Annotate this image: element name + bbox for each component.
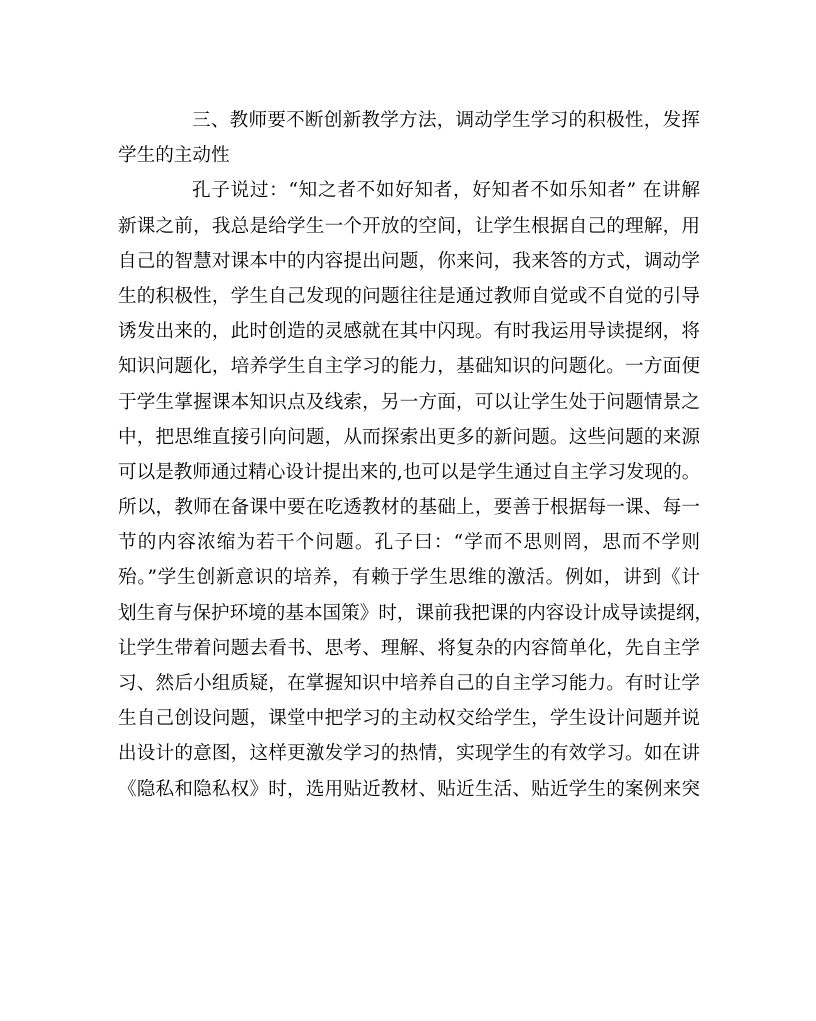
paragraph-line: 生的积极性，学生自己发现的问题往往是通过教师自觉或不自觉的引导: [118, 285, 700, 307]
section-heading-line-1: 三、教师要不断创新教学方法，调动学生学习的积极性，发挥: [192, 110, 700, 131]
paragraph-line: 自己的智慧对课本中的内容提出问题，你来问，我来答的方式，调动学: [118, 250, 700, 272]
paragraph-line: 殆。”学生创新意识的培养，有赖于学生思维的激活。例如，讲到《计: [118, 567, 700, 589]
paragraph-line: 诱发出来的，此时创造的灵感就在其中闪现。有时我运用导读提纲，将: [118, 321, 700, 343]
paragraph-line: 习、然后小组质疑，在掌握知识中培养自己的自主学习能力。有时让学: [118, 673, 700, 694]
paragraph-line: 知识问题化，培养学生自主学习的能力，基础知识的问题化。一方面便: [118, 356, 700, 378]
paragraph-line: 新课之前，我总是给学生一个开放的空间，让学生根据自己的理解，用: [118, 215, 700, 237]
paragraph-line: 于学生掌握课本知识点及线索，另一方面，可以让学生处于问题情景之: [118, 391, 700, 413]
paragraph-line: 生自己创设问题，课堂中把学习的主动权交给学生，学生设计问题并说: [118, 708, 700, 730]
paragraph-line: 《隐私和隐私权》时，选用贴近教材、贴近生活、贴近学生的案例来突: [118, 778, 700, 800]
paragraph-line: 中，把思维直接引向问题，从而探索出更多的新问题。这些问题的来源: [118, 426, 700, 448]
paragraph-line: 让学生带着问题去看书、思考、理解、将复杂的内容简单化，先自主学: [118, 637, 700, 659]
paragraph-line: 节的内容浓缩为若干个问题。孔子曰：“学而不思则罔，思而不学则: [118, 532, 700, 554]
section-heading-line-2: 学生的主动性: [118, 145, 230, 167]
paragraph-line: 可以是教师通过精心设计提出来的,也可以是学生通过自主学习发现的。: [118, 461, 701, 483]
paragraph-line: 所以，教师在备课中要在吃透教材的基础上，要善于根据每一课、每一: [118, 497, 700, 519]
document-body: [118, 103, 714, 807]
paragraph-line: 孔子说过：“知之者不如好知者，好知者不如乐知者” 在讲解: [192, 180, 700, 202]
paragraph-line: 划生育与保护环境的基本国策》时，课前我把课的内容设计成导读提纲，: [118, 602, 714, 624]
paragraph-line: 出设计的意图，这样更激发学习的热情，实现学生的有效学习。如在讲: [118, 743, 700, 765]
